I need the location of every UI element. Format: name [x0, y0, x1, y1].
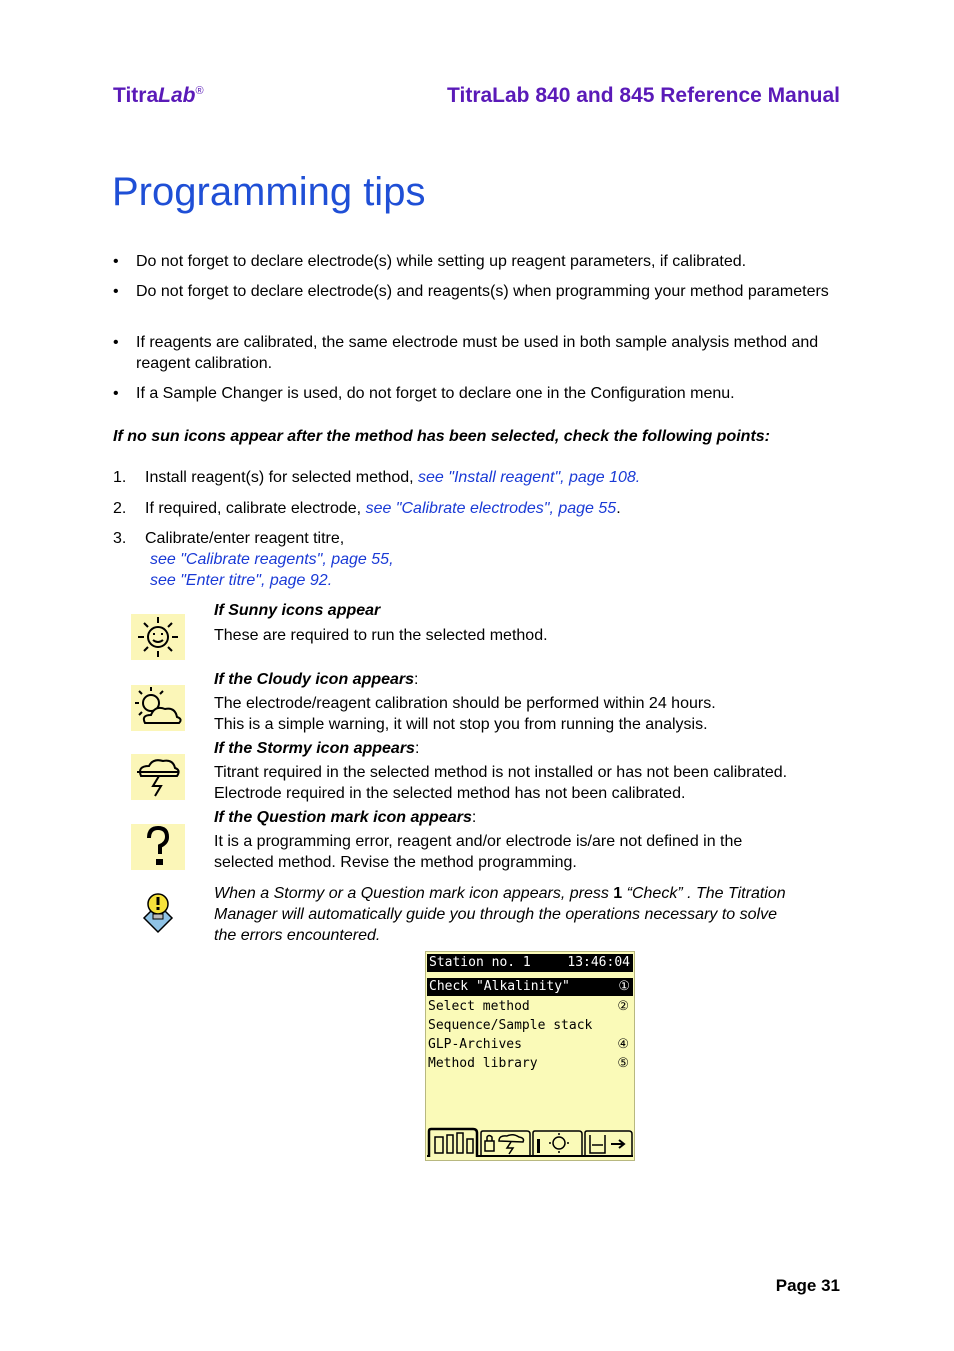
tab-stormy-lock-icon[interactable] — [481, 1131, 530, 1156]
sunny-heading: If Sunny icons appear — [214, 602, 381, 619]
page-title: Programming tips — [112, 170, 426, 214]
note-line-3: the errors encountered. — [214, 927, 381, 944]
sunny-text: These are required to run the selected method. — [214, 627, 548, 644]
stormy-heading-row — [214, 738, 419, 759]
stormy-icon — [131, 754, 185, 800]
page-number: Page 31 — [775, 1276, 840, 1295]
heading-colon: : — [414, 671, 419, 688]
note-text: When a Stormy or a Question mark icon appears, press — [214, 885, 614, 902]
cloudy-text-2: This is a simple warning, it will not stop you from running the analysis. — [214, 716, 708, 733]
bullet-item — [113, 281, 843, 302]
menu-item-select-method[interactable] — [428, 998, 632, 1016]
stormy-text-2: Electrode required in the selected method has not been calibrated. — [214, 785, 686, 802]
stormy-heading: If the Stormy icon appears — [214, 740, 415, 757]
titration-manager-screen — [425, 951, 635, 1161]
question-mark-icon — [131, 824, 185, 870]
question-heading: If the Question mark icon appears — [214, 809, 472, 826]
step-number: 2. — [113, 500, 127, 517]
key-5-icon: ⑤ — [617, 1056, 629, 1071]
bullet-dot: • — [113, 283, 119, 300]
note-line-1 — [214, 883, 786, 904]
brand-logo — [113, 84, 204, 108]
calibrate-reagents-link[interactable]: see "Calibrate reagents", page 55, — [150, 551, 394, 568]
step-text: Calibrate/enter reagent titre, — [145, 530, 345, 547]
bullet-item — [113, 332, 843, 374]
menu-item-label: Sequence/Sample stack — [428, 1018, 593, 1033]
bullet-text: Do not forget to declare electrode(s) while setting up reagent parameters, if calibrated. — [136, 253, 747, 270]
sun-intro: If no sun icons appear after the method has been selected, check the following points: — [113, 428, 770, 445]
step-item — [113, 498, 621, 519]
tab-beaker-arrow-icon[interactable] — [585, 1131, 632, 1156]
step-text: If required, calibrate electrode, — [145, 500, 366, 517]
sunny-icon — [131, 614, 185, 660]
bullet-text: Do not forget to declare electrode(s) and reagents(s) when programming your method parameters — [136, 283, 829, 300]
menu-item-check-alkalinity[interactable] — [427, 978, 633, 996]
bullet-item — [113, 251, 843, 272]
lightbulb-icon — [140, 890, 176, 938]
brand-mark: ® — [195, 85, 204, 97]
menu-item-label: Method library — [428, 1056, 538, 1071]
question-heading-row — [214, 807, 476, 828]
step-number: 3. — [113, 530, 127, 547]
step-text-after: . — [616, 500, 621, 517]
bullet-item — [113, 383, 843, 404]
station-bar — [427, 954, 633, 972]
heading-colon: : — [471, 809, 477, 826]
cloudy-icon — [131, 685, 185, 731]
cloudy-heading: If the Cloudy icon appears — [214, 671, 415, 688]
bullet-dot: • — [113, 334, 119, 351]
tab-sunny-icon[interactable] — [533, 1131, 582, 1156]
enter-titre-link[interactable]: see "Enter titre", page 92. — [150, 572, 333, 589]
bullet-text: If reagents are calibrated, the same electrode must be used in both sample analysis method and reagent calibration. — [136, 334, 819, 372]
step-item — [113, 528, 345, 549]
station-label: Station no. 1 — [429, 955, 531, 970]
menu-item-glp-archives[interactable] — [428, 1036, 632, 1054]
cloudy-heading-row — [214, 669, 418, 690]
calibrate-electrodes-link[interactable]: see "Calibrate electrodes", page 55 — [365, 500, 617, 517]
install-reagent-link[interactable]: see "Install reagent", page 108. — [418, 469, 641, 486]
key-2-icon: ② — [617, 999, 629, 1014]
menu-item-method-library[interactable] — [428, 1055, 632, 1073]
lcd-tab-bar — [427, 1127, 633, 1159]
key-4-icon: ④ — [617, 1037, 629, 1052]
brand-suffix: Lab — [158, 84, 196, 107]
note-key: 1 — [613, 885, 623, 902]
question-text-1: It is a programming error, reagent and/or electrode is/are not defined in the — [214, 833, 743, 850]
step-text: Install reagent(s) for selected method, — [145, 469, 419, 486]
note-line-2: Manager will automatically guide you through the operations necessary to solve — [214, 906, 777, 923]
key-1-icon: ① — [618, 979, 630, 994]
step-item — [113, 467, 641, 488]
note-text: “Check” . The Titration — [622, 885, 786, 902]
step-number: 1. — [113, 469, 127, 486]
menu-item-label: GLP-Archives — [428, 1037, 522, 1052]
brand-prefix: Titra — [113, 84, 159, 107]
tab-archive-icon[interactable] — [429, 1129, 477, 1157]
manual-title: TitraLab 840 and 845 Reference Manual — [447, 84, 840, 107]
bullet-dot: • — [113, 253, 119, 270]
bullet-text: If a Sample Changer is used, do not forget to declare one in the Configuration menu. — [136, 385, 735, 402]
heading-colon: : — [414, 740, 420, 757]
question-text-2: selected method. Revise the method programming. — [214, 854, 577, 871]
stormy-text-1: Titrant required in the selected method is not installed or has not been calibrated. — [214, 764, 788, 781]
menu-item-label: Check "Alkalinity" — [429, 979, 570, 994]
menu-item-label: Select method — [428, 999, 530, 1014]
cloudy-text-1: The electrode/reagent calibration should be performed within 24 hours. — [214, 695, 716, 712]
menu-item-sequence-sample-stack[interactable] — [428, 1017, 632, 1035]
clock-time: 13:46:04 — [567, 955, 630, 970]
bullet-dot: • — [113, 385, 119, 402]
